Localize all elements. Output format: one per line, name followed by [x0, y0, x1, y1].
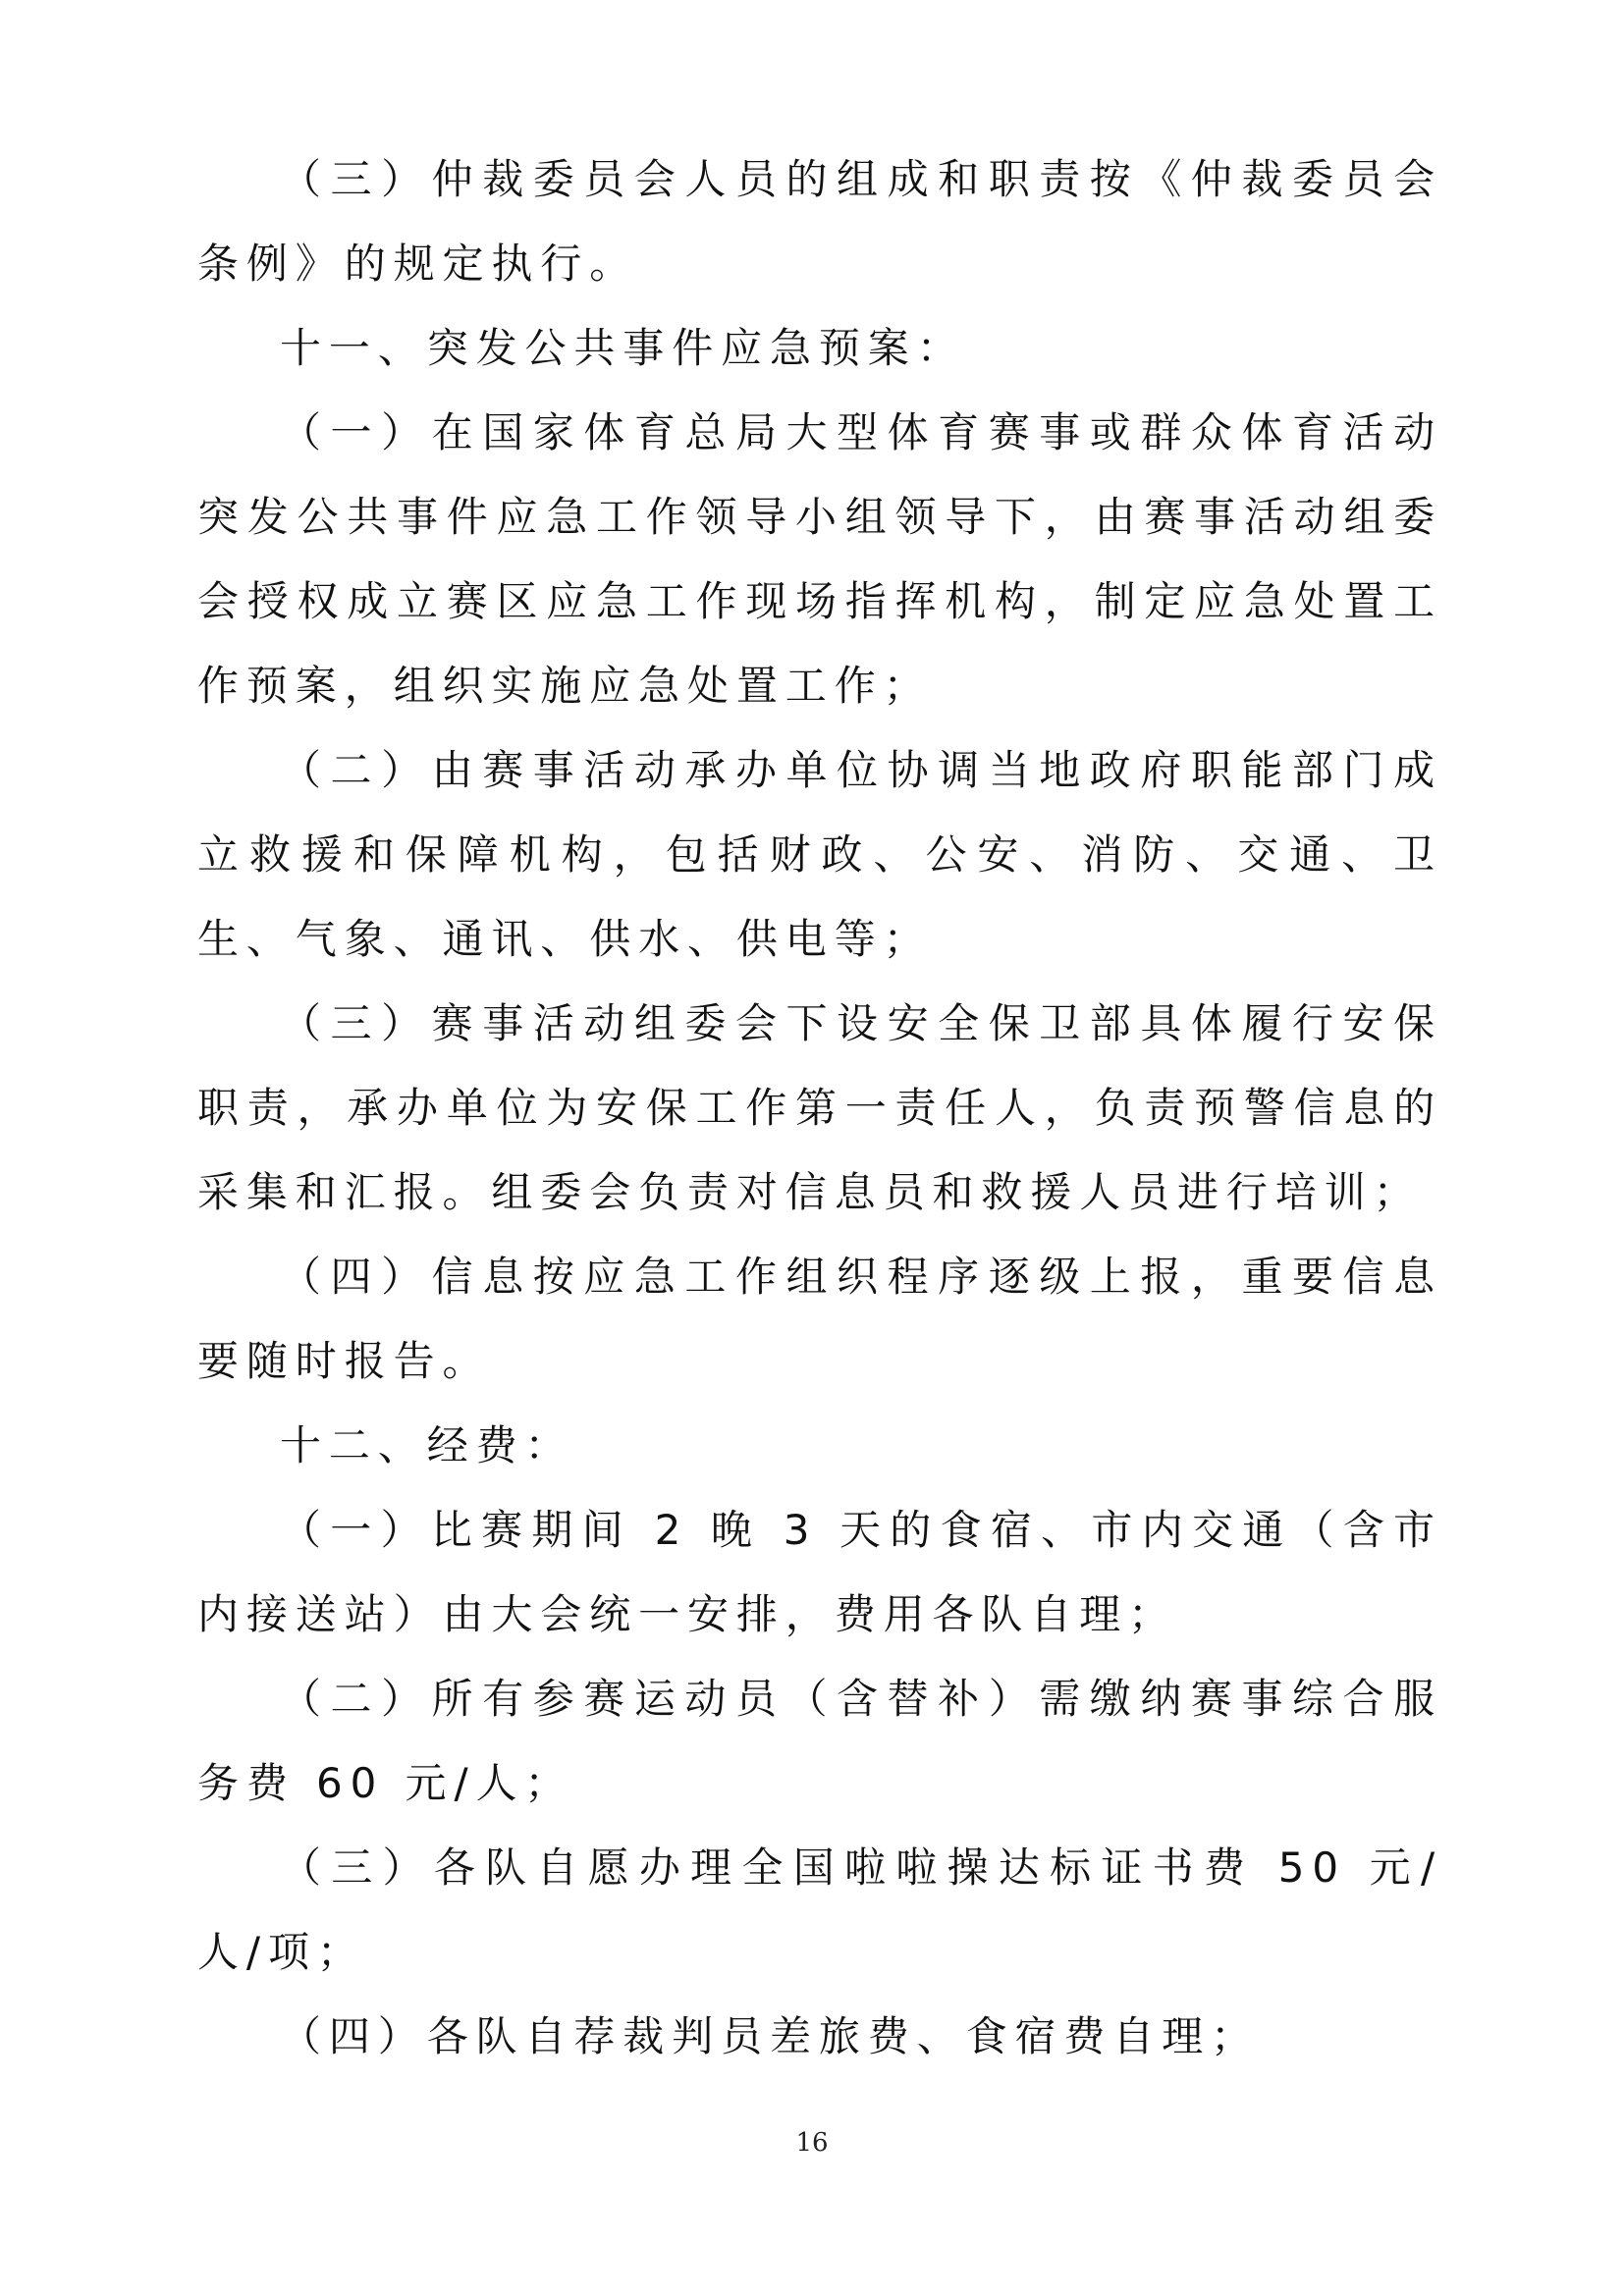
paragraph-arbitration-composition: （三）仲裁委员会人员的组成和职责按《仲裁委员会条例》的规定执行。 [197, 155, 1442, 288]
paragraph-security-department: （三）赛事活动组委会下设安全保卫部具体履行安保职责，承办单位为安保工作第一责任人，负责预警信息的采集和汇报。组委会负责对信息员和救援人员进行培训； [197, 999, 1442, 1216]
body-text [197, 137, 1442, 2079]
section-heading-emergency-plan: 十一、突发公共事件应急预案： [280, 324, 966, 372]
paragraph-emergency-command: （一）在国家体育总局大型体育赛事或群众体育活动突发公共事件应急工作领导小组领导下，由赛事活动组委会授权成立赛区应急工作现场指挥机构，制定应急处置工作预案，组织实施应急处置工作； [197, 408, 1442, 710]
paragraph-referee-expenses: （四）各队自荐裁判员差旅费、食宿费自理； [280, 2012, 1261, 2060]
paragraph-service-fee: （二）所有参赛运动员（含替补）需缴纳赛事综合服务费 60 元/人； [197, 1675, 1442, 1807]
paragraph-rescue-support: （二）由赛事活动承办单位协调当地政府职能部门成立救援和保障机构，包括财政、公安、消防、交通、卫生、气象、通讯、供水、供电等； [197, 746, 1442, 963]
section-heading-funding: 十二、经费： [280, 1421, 574, 1469]
paragraph-certificate-fee: （三）各队自愿办理全国啦啦操达标证书费 50 元/人/项； [197, 1843, 1442, 1976]
paragraph-information-reporting: （四）信息按应急工作组织程序逐级上报，重要信息要随时报告。 [197, 1253, 1442, 1385]
paragraph-accommodation-transport: （一）比赛期间 2 晚 3 天的食宿、市内交通（含市内接送站）由大会统一安排，费用各队自理； [197, 1506, 1442, 1638]
page-number: 16 [795, 2128, 829, 2158]
